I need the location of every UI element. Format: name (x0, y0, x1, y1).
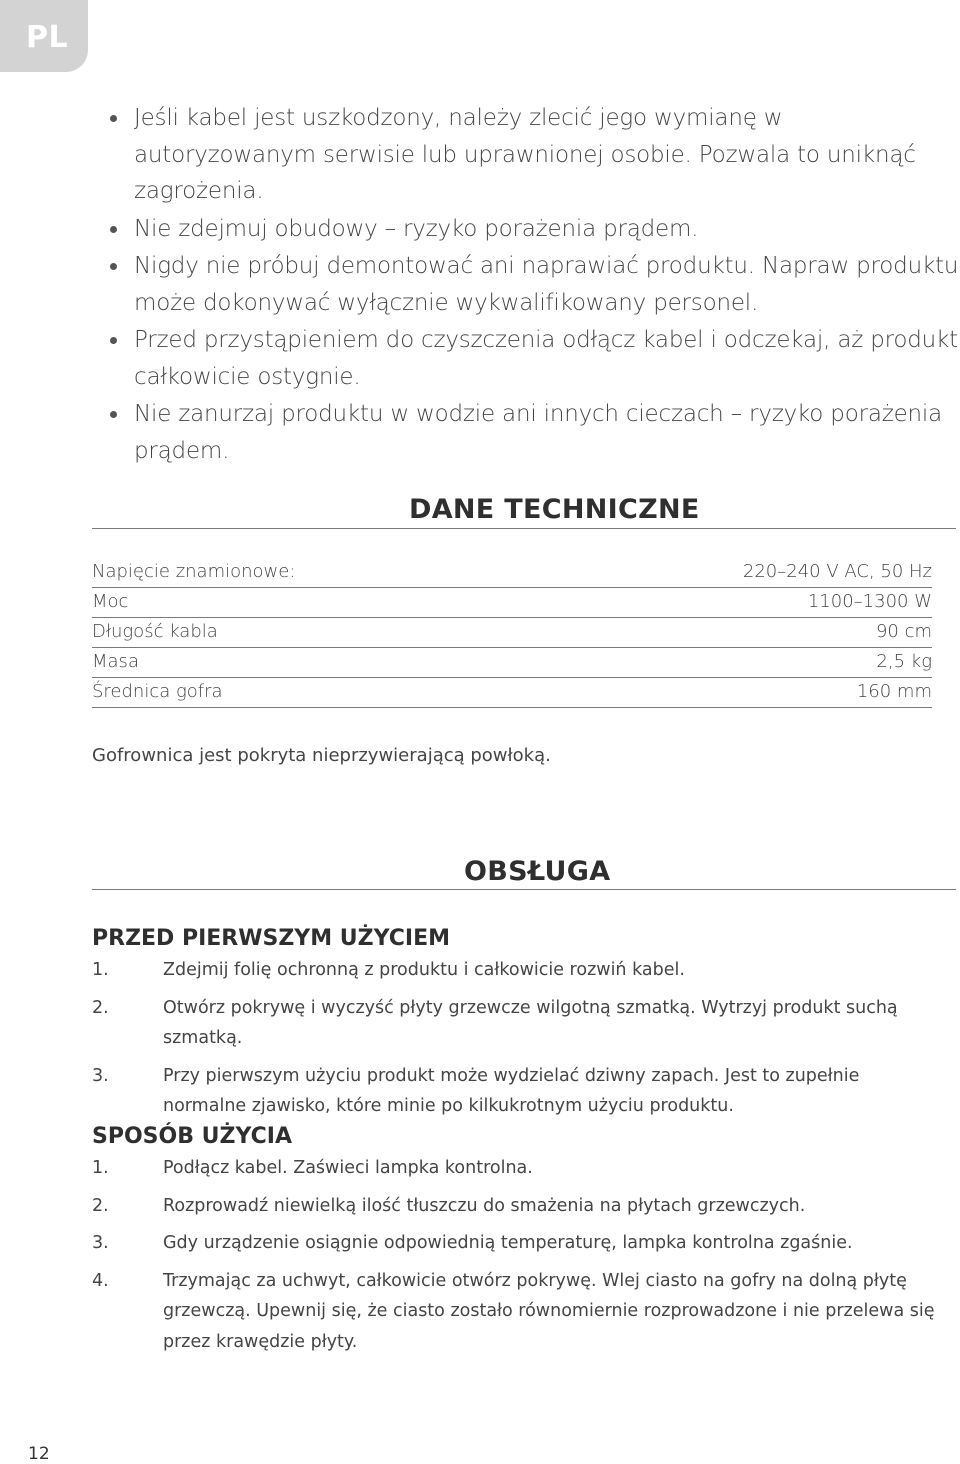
step-item: 2. Rozprowadź niewielką ilość tłuszczu do smażenia na płytach grzewczych. (92, 1195, 806, 1216)
bullet-dot-icon (110, 263, 117, 270)
bullet-item: Nie zanurzaj produktu w wodzie ani innych cieczach – ryzyko porażenia prądem. (110, 396, 960, 469)
spec-row (92, 617, 932, 648)
step-item: 3. Przy pierwszym użyciu produkt może wydzielać dziwny zapach. Jest to zupełnie normalne zjawisko, które minie po kilkukrotnym użyciu produktu. (92, 1065, 860, 1116)
spec-label: Średnica gofra (92, 681, 223, 702)
before-first-use-title: PRZED PIERWSZYM UŻYCIEM (92, 926, 451, 951)
bullet-item: Nigdy nie próbuj demontować ani naprawiać produktu. Napraw produktu może dokonywać wyłącznie wykwalifikowany personel. (110, 248, 960, 321)
spec-row (92, 647, 932, 678)
spec-value: 2,5 kg (876, 651, 932, 672)
bullet-item: Jeśli kabel jest uszkodzony, należy zlecić jego wymianę w autoryzowanym serwisie lub uprawnionej osobie. Pozwala to uniknąć zagrożenia. (110, 100, 960, 210)
spec-row (92, 677, 932, 708)
bullet-dot-icon (110, 337, 117, 344)
operation-divider (92, 889, 956, 890)
step-item: 2. Otwórz pokrywę i wyczyść płyty grzewcze wilgotną szmatką. Wytrzyj produkt suchą szmatką. (92, 997, 898, 1048)
bullet-item: Przed przystąpieniem do czyszczenia odłącz kabel i odczekaj, aż produkt całkowicie ostygnie. (110, 322, 960, 395)
how-to-use-steps (92, 1153, 942, 1357)
spec-value: 1100–1300 W (807, 591, 932, 612)
spec-row (92, 587, 932, 618)
spec-label: Napięcie znamionowe: (92, 561, 296, 582)
how-to-use-title: SPOSÓB UŻYCIA (92, 1124, 292, 1149)
spec-row (92, 557, 932, 588)
step-item: 4. Trzymając za uchwyt, całkowicie otwórz pokrywę. Wlej ciasto na gofry na dolną płytę grzewczą. Upewnij się, że ciasto zostało równomiernie rozprowadzone i nie przelewa się przez krawędzie płyty. (92, 1270, 935, 1352)
bullet-item: Nie zdejmuj obudowy – ryzyko porażenia prądem. (110, 211, 960, 248)
specs-note: Gofrownica jest pokryta nieprzywierającą powłoką. (92, 745, 551, 766)
spec-value: 220–240 V AC, 50 Hz (742, 561, 932, 582)
operation-title: OBSŁUGA (464, 856, 611, 887)
step-item: 1. Podłącz kabel. Zaświeci lampka kontrolna. (92, 1158, 533, 1178)
bullet-dot-icon (110, 115, 117, 122)
specs-title: DANE TECHNICZNE (409, 494, 700, 525)
before-first-use-steps (92, 955, 942, 1122)
spec-label: Długość kabla (92, 621, 218, 642)
spec-label: Moc (92, 591, 129, 612)
spec-label: Masa (92, 651, 139, 672)
spec-value: 160 mm (856, 681, 932, 702)
step-item: 3. Gdy urządzenie osiągnie odpowiednią temperaturę, lampka kontrolna zgaśnie. (92, 1233, 853, 1253)
bullet-dot-icon (110, 226, 117, 233)
step-item: 1. Zdejmij folię ochronną z produktu i całkowicie rozwiń kabel. (92, 960, 685, 980)
spec-value: 90 cm (875, 621, 932, 642)
page-number: 12 (28, 1444, 50, 1464)
safety-bullet-list (110, 100, 960, 469)
language-tab (0, 0, 88, 72)
language-code: PL (26, 20, 69, 55)
bullet-dot-icon (110, 411, 117, 418)
specs-divider (92, 528, 956, 529)
